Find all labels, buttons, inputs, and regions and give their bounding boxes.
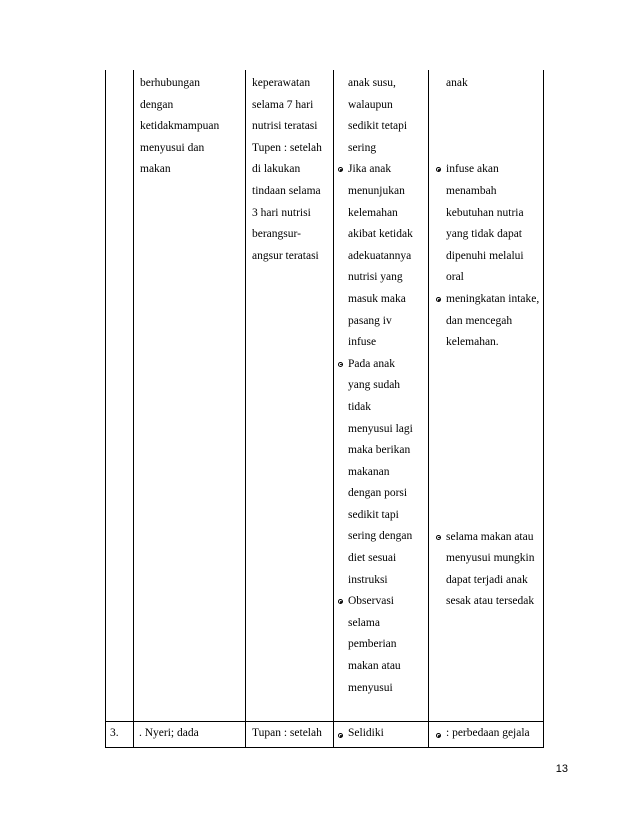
text-line: dipenuhi melalui — [446, 249, 524, 262]
text-line: kelemahan. — [446, 336, 499, 349]
bullet-list-item — [348, 159, 413, 353]
row-rationale — [446, 727, 530, 739]
table-cell-rationale — [446, 73, 539, 613]
table-cell-goal — [252, 73, 322, 267]
table-border-right — [543, 70, 544, 748]
text-line: akibat ketidak — [348, 228, 413, 241]
text-line: Pada anak — [348, 357, 395, 370]
text-line: selama 7 hari — [252, 98, 314, 111]
text-line: sering dengan — [348, 530, 413, 543]
text-line: infuse — [348, 336, 377, 349]
text-line: Observasi — [348, 595, 394, 608]
text-line: ketidakmampuan — [140, 120, 220, 133]
text-line: pemberian — [348, 638, 397, 651]
text-line: 3 hari nutrisi — [252, 206, 311, 219]
text-line: oral — [446, 271, 464, 284]
bullet-icon — [436, 297, 441, 302]
row-intervention-text: Selidiki — [348, 727, 384, 739]
text-line: makan atau — [348, 660, 401, 673]
table-divider-col3 — [333, 70, 334, 748]
text-line: di lakukan — [252, 163, 301, 176]
row-intervention — [348, 727, 384, 739]
text-line: instruksi — [348, 573, 388, 586]
text-line: tidak — [348, 400, 371, 413]
text-line: berangsur- — [252, 228, 301, 241]
row-rationale-text: : perbedaan gejala — [446, 727, 530, 739]
table-divider-col4 — [428, 70, 429, 748]
text-line: nutrisi teratasi — [252, 120, 318, 133]
text-line: menyusui dan — [140, 141, 205, 154]
text-line: keperawatan — [252, 77, 311, 89]
bullet-icon — [338, 167, 343, 172]
text-line: maka berikan — [348, 444, 411, 457]
text-line: angsur teratasi — [252, 249, 319, 262]
text-line: yang tidak dapat — [446, 228, 523, 241]
bullet-list-item — [348, 591, 413, 699]
text-line: infuse akan — [446, 163, 499, 176]
bullet-icon — [338, 599, 343, 604]
text-line: pasang iv — [348, 314, 392, 327]
text-line: kebutuhan nutria — [446, 206, 524, 219]
text-line: makan — [140, 163, 171, 176]
text-line: masuk maka — [348, 292, 406, 305]
text-line: menyusui lagi — [348, 422, 413, 435]
text-line: menyusui — [348, 681, 393, 694]
text-line: kelemahan — [348, 206, 398, 219]
text-line: adekuatannya — [348, 249, 412, 262]
text-line: dengan porsi — [348, 487, 408, 500]
text-line: sesak atau tersedak — [446, 595, 535, 608]
text-line: meningkatan intake, — [446, 292, 540, 305]
text-line: Jika anak — [348, 163, 392, 176]
bullet-icon — [436, 167, 441, 172]
row-number: 3. — [110, 727, 119, 739]
text-line: dan mencegah — [446, 314, 513, 327]
text-line: Tupen : setelah — [252, 141, 322, 154]
text-line: menambah — [446, 184, 497, 197]
bullet-list-item — [348, 354, 413, 592]
bullet-icon — [338, 362, 343, 367]
row-diagnosis: . Nyeri; dada — [139, 727, 199, 739]
text-line: walaupun — [348, 98, 393, 111]
bullet-list-item — [446, 289, 539, 354]
text-line: menunjukan — [348, 184, 405, 197]
table-cell-diagnosis — [140, 73, 219, 181]
text-line: makanan — [348, 465, 390, 478]
bullet-icon — [436, 535, 441, 540]
text-line: dengan — [140, 98, 174, 111]
bullet-icon — [338, 733, 343, 738]
table-divider-col2 — [245, 70, 246, 748]
text-line: sedikit tetapi — [348, 120, 408, 133]
text-line: anak — [446, 77, 468, 89]
text-line: selama makan atau — [446, 530, 534, 543]
text-line: berhubungan — [140, 77, 201, 89]
table-border-left — [105, 70, 106, 748]
table-divider-col1 — [133, 70, 134, 748]
text-line: selama — [348, 616, 380, 629]
table-border-bottom — [105, 747, 544, 748]
bullet-list-item — [446, 159, 539, 289]
text-line: sering — [348, 141, 377, 154]
table-row-divider — [105, 721, 544, 722]
row-goal: Tupan : setelah — [252, 727, 322, 739]
text-line: yang sudah — [348, 379, 401, 392]
bullet-list-item — [446, 527, 539, 613]
text-line: nutrisi yang — [348, 271, 403, 284]
page-number: 13 — [555, 763, 568, 775]
text-line: dapat terjadi anak — [446, 573, 528, 586]
text-line: anak susu, — [348, 77, 396, 89]
text-line: diet sesuai — [348, 552, 397, 565]
text-line: tindaan selama — [252, 184, 321, 197]
bullet-icon — [436, 733, 441, 738]
text-line: menyusui mungkin — [446, 552, 535, 565]
text-line: sedikit tapi — [348, 508, 399, 521]
table-cell-intervention — [348, 73, 413, 699]
